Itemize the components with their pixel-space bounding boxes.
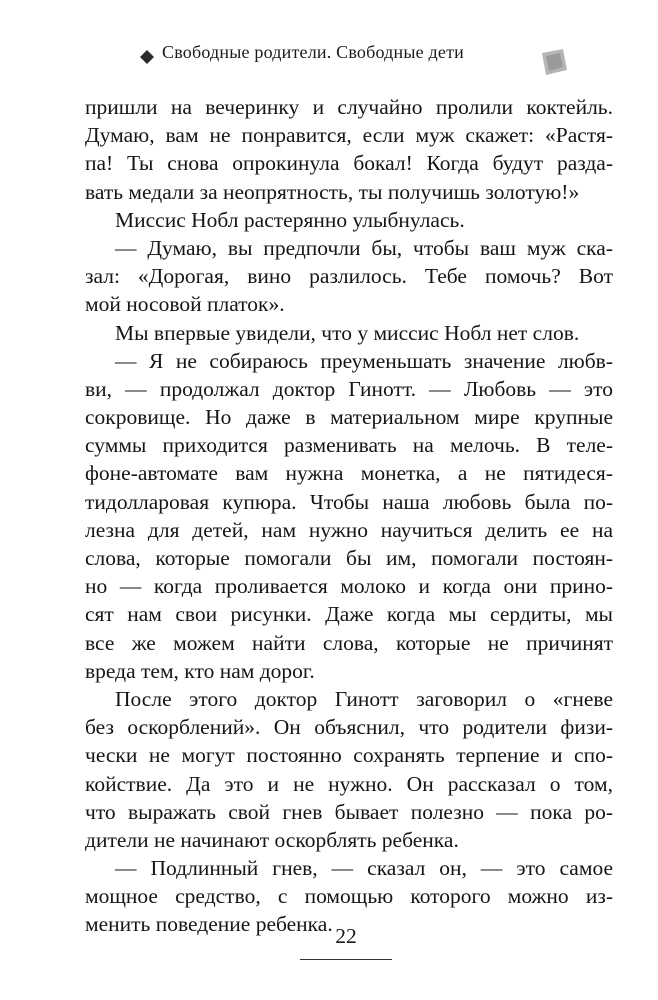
text-line: что выражать свой гнев бывает полезно — пока ро- xyxy=(85,799,613,824)
text-line: Миссис Нобл растерянно улыбнулась. xyxy=(115,207,465,232)
page-number: 22 xyxy=(335,924,357,948)
text-line: тидолларовая купюра. Чтобы наша любовь была по- xyxy=(85,489,613,514)
diamond-icon xyxy=(140,50,154,64)
text-line: все же можем найти слова, которые не причинят xyxy=(85,630,613,655)
text-line: зал: «Дорогая, вино разлилось. Тебе помочь? Вот xyxy=(85,264,613,289)
text-line: чески не могут постоянно сохранять терпение и спо- xyxy=(85,743,613,768)
page-number-rule xyxy=(300,959,392,960)
text-line: фоне-автомате вам нужна монетка, а не пятидеся- xyxy=(85,461,613,486)
text-line: Думаю, вам не понравится, если муж скажет: «Растя- xyxy=(85,123,613,148)
text-line: дители не начинают оскорблять ребенка. xyxy=(85,827,459,852)
text-line: сокровище. Но даже в материальном мире крупные xyxy=(85,405,613,430)
header-title: Свободные родители. Свободные дети xyxy=(162,42,464,62)
text-line: койствие. Да это и не нужно. Он рассказал о том, xyxy=(85,771,613,796)
text-line: мощное средство, с помощью которого можно из- xyxy=(85,884,613,909)
text-line: сят нам свои рисунки. Даже когда мы сердиты, мы xyxy=(85,602,613,627)
text-line: вреда тем, кто нам дорог. xyxy=(85,658,315,683)
text-line: мой носовой платок». xyxy=(85,292,285,317)
text-line: слова, которые помогали бы им, помогали постоян- xyxy=(85,546,613,570)
running-header xyxy=(0,38,658,78)
text-line: После этого доктор Гинотт заговорил о «гневе xyxy=(115,686,613,711)
text-line: — Думаю, вы предпочли бы, чтобы ваш муж ска- xyxy=(115,235,613,260)
smudge-icon xyxy=(538,48,568,76)
text-line: ви, — продолжал доктор Гинотт. — Любовь — это xyxy=(85,376,613,401)
text-line: вать медали за неопрятность, ты получишь золотую!» xyxy=(85,179,580,204)
text-line: суммы приходится разменивать на мелочь. В теле- xyxy=(85,433,613,458)
text-line: но — когда проливается молоко и когда они прино- xyxy=(85,574,613,599)
text-line: — Я не собираюсь преуменьшать значение любв- xyxy=(115,348,613,373)
text-line: без оскорблений». Он объяснил, что родители физи- xyxy=(85,715,613,740)
text-line: менить поведение ребенка. xyxy=(85,912,333,937)
text-line: па! Ты снова опрокинула бокал! Когда будут разда- xyxy=(85,151,613,176)
body-text xyxy=(85,93,613,939)
text-line: — Подлинный гнев, — сказал он, — это самое xyxy=(115,856,613,881)
text-line: пришли на вечеринку и случайно пролили коктейль. xyxy=(85,95,613,119)
text-line: лезна для детей, нам нужно научиться делить ее на xyxy=(85,517,613,542)
text-line: Мы впервые увидели, что у миссис Нобл нет слов. xyxy=(115,320,580,345)
